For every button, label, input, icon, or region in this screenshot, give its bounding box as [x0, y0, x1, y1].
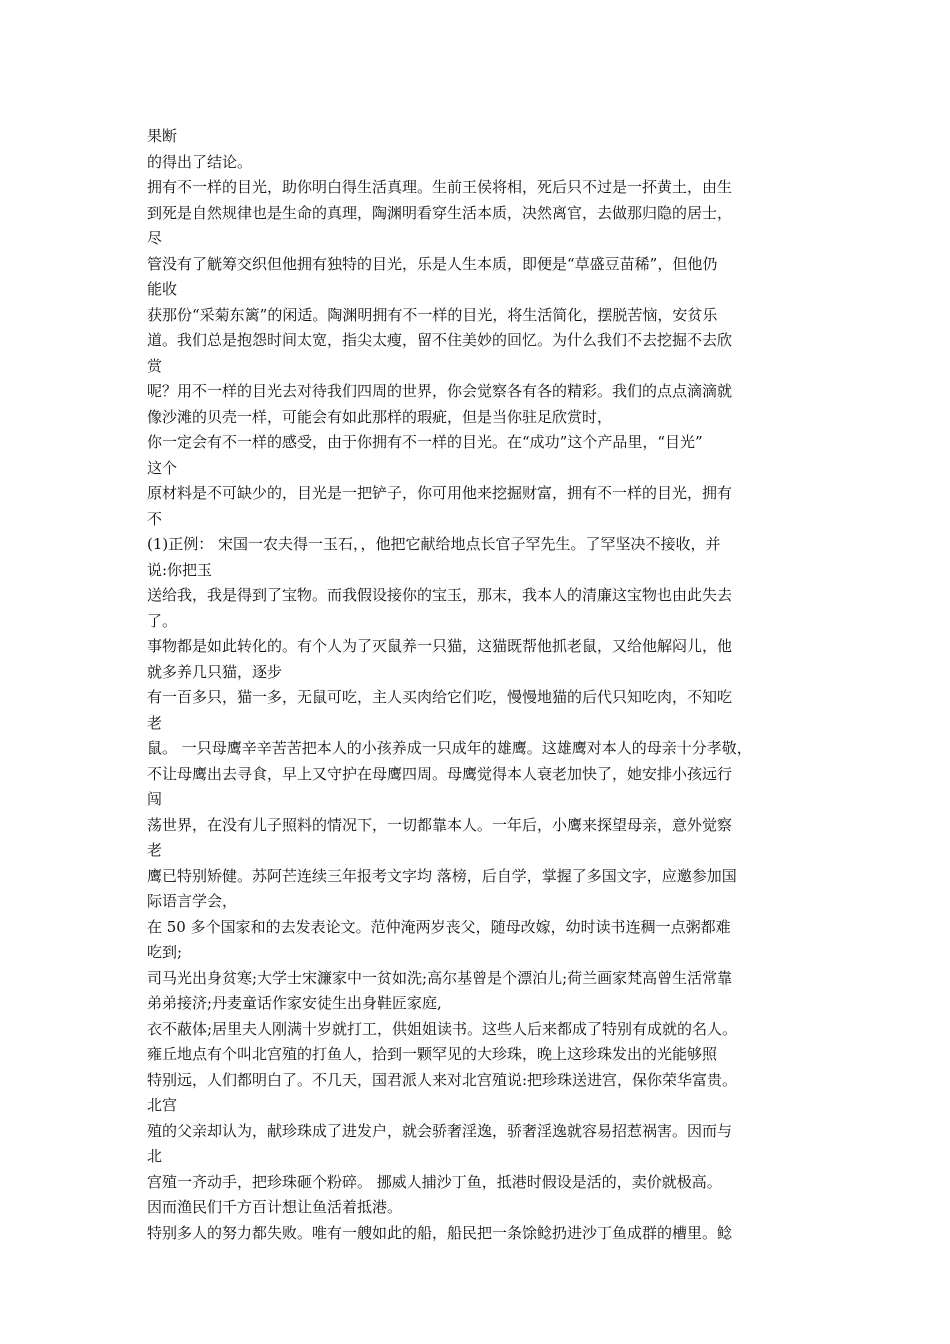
text-line: 送给我，我是得到了宝物。而我假设接你的宝玉，那末，我本人的清廉这宝物也由此失去 [147, 586, 733, 604]
text-line: 吃到; [147, 943, 183, 961]
text-line: 你一定会有不一样的感受，由于你拥有不一样的目光。在“成功”这个产品里，“目光” [147, 433, 703, 451]
text-line: 北 [147, 1147, 163, 1165]
text-line: 特别远，人们都明白了。不几天，国君派人来对北宫殖说:把珍珠送进宫，保你荣华富贵。 [147, 1070, 738, 1089]
text-line: 殖的父亲却认为，献珍珠成了进发户，就会骄奢淫逸，骄奢淫逸就容易招惹祸害。因而与 [147, 1121, 733, 1140]
text-line: 司马光出身贫寒;大学士宋濂家中一贫如洗;高尔基曾是个漂泊儿;荷兰画家梵高曾生活常靠 [147, 968, 733, 987]
text-line: 衣不蔽体;居里夫人刚满十岁就打工，供姐姐读书。这些人后来都成了特别有成就的名人。 [147, 1019, 738, 1038]
text-line: 在 50 多个国家和的去发表论文。范仲淹两岁丧父，随母改嫁，幼时读书连稠一点粥都难 [147, 917, 731, 936]
text-line: 际语言学会， [147, 892, 238, 910]
text-line: 这个 [147, 458, 178, 477]
text-line: 像沙滩的贝壳一样，可能会有如此那样的瑕疵，但是当你驻足欣赏时， [147, 407, 613, 426]
text-line: 不让母鹰出去寻食，早上又守护在母鹰四周。母鹰觉得本人衰老加快了，她安排小孩远行 [147, 764, 733, 783]
text-line: 赏 [147, 356, 163, 375]
text-line: 果断 [147, 127, 178, 145]
text-line: 拥有不一样的目光，助你明白得生活真理。生前王侯将相，死后只不过是一抔黄土，由生 [147, 178, 733, 196]
text-line: 事物都是如此转化的。有个人为了灭鼠养一只猫，这猫既帮他抓老鼠，又给他解闷儿，他 [147, 637, 733, 655]
text-line: 尽 [147, 229, 163, 247]
text-line: 呢？用不一样的目光去对待我们四周的世界，你会觉察各有各的精彩。我们的点点滴滴就 [147, 382, 733, 400]
text-line: 了。 [147, 611, 178, 630]
text-line: 雍丘地点有个叫北宫殖的打鱼人，拾到一颗罕见的大珍珠，晚上这珍珠发出的光能够照 [147, 1045, 718, 1063]
text-line: 原材料是不可缺少的，目光是一把铲子，你可用他来挖掘财富，拥有不一样的目光，拥有 [147, 484, 733, 502]
text-line: 因而渔民们千方百计想让鱼活着抵港。 [147, 1198, 403, 1216]
text-line: 鼠。 一只母鹰辛辛苦苦把本人的小孩养成一只成年的雄鹰。这雄鹰对本人的母亲十分孝敬， [147, 739, 752, 757]
text-line: 北宫 [147, 1096, 178, 1114]
text-line: 老 [147, 841, 163, 859]
document-body [147, 124, 817, 1246]
text-line: 的得出了结论。 [147, 152, 253, 171]
text-line: 鹰已特别矫健。苏阿芒连续三年报考文字均 落榜，后自学，掌握了多国文字，应邀参加国 [147, 866, 737, 885]
text-line: 能收 [147, 280, 178, 298]
text-line: 道。我们总是抱怨时间太宽，指尖太瘦，留不住美妙的回忆。为什么我们不去挖掘不去欣 [147, 331, 733, 349]
text-line: 就多养几只猫，逐步 [147, 662, 283, 681]
text-line: 说:你把玉 [147, 560, 213, 579]
text-line: 不 [147, 509, 163, 528]
text-line: 到死是自然规律也是生命的真理，陶渊明看穿生活本质，决然离官，去做那归隐的居士， [147, 203, 733, 222]
text-line: 特别多人的努力都失败。唯有一艘如此的船，船民把一条馀鲶扔进沙丁鱼成群的槽里。鲶 [147, 1223, 733, 1242]
text-line: 弟弟接济;丹麦童话作家安徒生出身鞋匠家庭, [147, 994, 442, 1012]
text-line: 管没有了觥筹交织但他拥有独特的目光，乐是人生本质，即便是“草盛豆苗稀”，但他仍 [147, 254, 718, 273]
text-line: 老 [147, 713, 163, 732]
text-line: 有一百多只，猫一多，无鼠可吃，主人买肉给它们吃，慢慢地猫的后代只知吃肉，不知吃 [147, 688, 733, 706]
text-line: (1)正例： 宋国一农夫得一玉石，，他把它献给地点长官子罕先生。了罕坚决不接收，并 [147, 535, 721, 553]
text-line: 宫殖一齐动手，把珍珠砸个粉碎。 挪威人捕沙丁鱼，抵港时假设是活的，卖价就极高。 [147, 1172, 722, 1191]
text-line: 获那份“采菊东篱”的闲适。陶渊明拥有不一样的目光，将生活简化，摆脱苦恼，安贫乐 [147, 305, 718, 324]
text-line: 荡世界，在没有儿子照料的情况下，一切都靠本人。一年后，小鹰来探望母亲，意外觉察 [147, 815, 733, 834]
text-line: 闯 [147, 790, 163, 808]
